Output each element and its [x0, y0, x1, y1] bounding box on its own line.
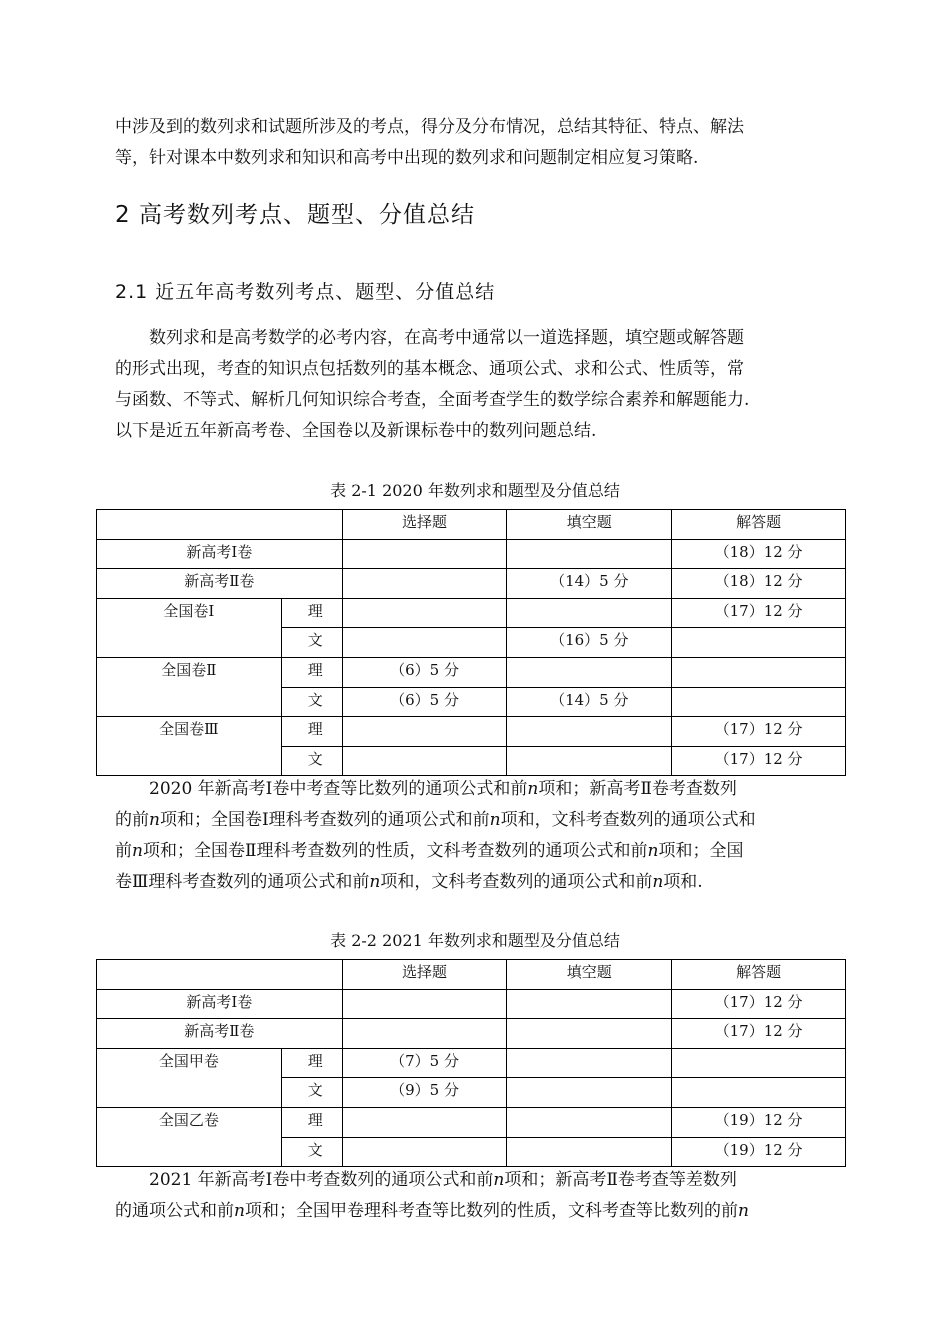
text-run: 前 [115, 841, 132, 861]
fill-cell [507, 539, 672, 569]
text-run: 项和，文科考查数列的通项公式和前 [380, 872, 653, 892]
math-var: n [132, 841, 143, 861]
text-line: 的形式出现，考查的知识点包括数列的基本概念、通项公式、求和公式、性质等，常 [115, 359, 744, 379]
subject-cell: 理 [281, 657, 342, 687]
fill-cell [507, 1078, 672, 1108]
answer-cell: （17）12 分 [672, 989, 846, 1019]
choice-cell [342, 569, 507, 599]
paper-cell: 全国卷Ⅲ [97, 717, 282, 776]
text-line: 与函数、不等式、解析几何知识综合考查，全面考查学生的数学综合素养和解题能力. [115, 390, 750, 410]
header-cell: 选择题 [342, 960, 507, 990]
answer-cell: （17）12 分 [672, 598, 846, 628]
paper-cell: 新高考Ⅱ卷 [97, 569, 343, 599]
choice-cell: （6）5 分 [342, 687, 507, 717]
table-row [97, 717, 846, 747]
body-paragraph-1 [115, 323, 837, 447]
fill-cell [507, 717, 672, 747]
header-cell: 填空题 [507, 510, 672, 540]
intro-paragraph [115, 112, 837, 174]
choice-cell [342, 1107, 507, 1137]
paper-cell: 新高考Ⅰ卷 [97, 539, 343, 569]
table-caption: 表 2-2 2021 年数列求和题型及分值总结 [330, 931, 620, 950]
paper-cell: 全国甲卷 [97, 1048, 282, 1107]
text-line: 等，针对课本中数列求和知识和高考中出现的数列求和问题制定相应复习策略. [115, 148, 699, 168]
header-cell [97, 510, 343, 540]
answer-cell: （17）12 分 [672, 746, 846, 776]
text-run: 2020 年新高考Ⅰ卷中考查等比数列的通项公式和前 [149, 779, 528, 799]
choice-cell: （7）5 分 [342, 1048, 507, 1078]
table-2021 [96, 959, 846, 1167]
table-caption: 表 2-1 2020 年数列求和题型及分值总结 [330, 481, 620, 500]
header-cell: 解答题 [672, 960, 846, 990]
math-var: n [737, 1201, 749, 1221]
fill-cell [507, 989, 672, 1019]
text-run: 项和. [663, 872, 703, 892]
subject-cell: 文 [281, 746, 342, 776]
answer-cell: （18）12 分 [672, 569, 846, 599]
paper-cell: 全国卷Ⅱ [97, 657, 282, 716]
text-run: 项和；全国 [658, 841, 744, 861]
fill-cell [507, 1048, 672, 1078]
table-row [97, 657, 846, 687]
paper-cell: 新高考Ⅰ卷 [97, 989, 343, 1019]
math-var: n [369, 872, 381, 892]
answer-cell [672, 687, 846, 717]
choice-cell [342, 989, 507, 1019]
fill-cell [507, 746, 672, 776]
fill-cell: （14）5 分 [507, 687, 672, 717]
math-var: n [493, 1170, 505, 1190]
text-run: 项和，文科考查数列的通项公式和 [500, 810, 756, 830]
math-var: n [489, 810, 501, 830]
answer-cell [672, 628, 846, 658]
text-line [115, 774, 837, 805]
choice-cell [342, 598, 507, 628]
subject-cell: 理 [281, 598, 342, 628]
text-line: 中涉及到的数列求和试题所涉及的考点，得分及分布情况，总结其特征、特点、解法 [115, 117, 744, 137]
header-cell: 填空题 [507, 960, 672, 990]
text-line [115, 1196, 837, 1227]
choice-cell: （9）5 分 [342, 1078, 507, 1108]
subject-cell: 文 [281, 1078, 342, 1108]
answer-cell: （17）12 分 [672, 717, 846, 747]
choice-cell [342, 1137, 507, 1167]
answer-cell: （19）12 分 [672, 1137, 846, 1167]
table-row [97, 1019, 846, 1049]
text-line [115, 1165, 837, 1196]
subsection-heading: 2.1 近五年高考数列考点、题型、分值总结 [115, 281, 496, 303]
subject-cell: 文 [281, 687, 342, 717]
table-row [97, 598, 846, 628]
paper-cell: 全国乙卷 [97, 1107, 282, 1166]
table-header-row [97, 510, 846, 540]
text-run: 2021 年新高考Ⅰ卷中考查数列的通项公式和前 [149, 1170, 494, 1190]
text-run: 的前 [115, 810, 149, 830]
choice-cell [342, 1019, 507, 1049]
math-var: n [234, 1201, 245, 1221]
body-paragraph-2 [115, 774, 837, 898]
math-var: n [527, 779, 539, 799]
paper-cell: 新高考Ⅱ卷 [97, 1019, 343, 1049]
math-var: n [647, 841, 659, 861]
text-line [115, 867, 837, 898]
subject-cell: 理 [281, 1048, 342, 1078]
table-row [97, 1048, 846, 1078]
fill-cell [507, 598, 672, 628]
choice-cell [342, 717, 507, 747]
fill-cell [507, 1107, 672, 1137]
paper-cell: 全国卷Ⅰ [97, 598, 282, 657]
table-row [97, 539, 846, 569]
subject-cell: 文 [281, 628, 342, 658]
choice-cell: （6）5 分 [342, 657, 507, 687]
answer-cell: （19）12 分 [672, 1107, 846, 1137]
table-header-row [97, 960, 846, 990]
choice-cell [342, 746, 507, 776]
fill-cell [507, 1019, 672, 1049]
text-run: 的通项公式和前 [115, 1201, 234, 1221]
math-var: n [652, 872, 664, 892]
subject-cell: 理 [281, 1107, 342, 1137]
choice-cell [342, 628, 507, 658]
fill-cell [507, 1137, 672, 1167]
header-cell: 选择题 [342, 510, 507, 540]
fill-cell: （16）5 分 [507, 628, 672, 658]
table-row [97, 989, 846, 1019]
text-run: 项和；全国甲卷理科考查等比数列的性质，文科考查等比数列的前 [244, 1201, 738, 1221]
table-row [97, 1107, 846, 1137]
text-run: 卷Ⅲ理科考查数列的通项公式和前 [115, 872, 370, 892]
fill-cell: （14）5 分 [507, 569, 672, 599]
choice-cell [342, 539, 507, 569]
text-line: 数列求和是高考数学的必考内容，在高考中通常以一道选择题，填空题或解答题 [149, 328, 744, 348]
section-heading: 2 高考数列考点、题型、分值总结 [115, 202, 475, 228]
answer-cell: （18）12 分 [672, 539, 846, 569]
answer-cell [672, 1048, 846, 1078]
text-line [115, 836, 837, 867]
text-run: 项和；全国卷Ⅰ理科考查数列的通项公式和前 [159, 810, 490, 830]
fill-cell [507, 657, 672, 687]
text-line [115, 805, 837, 836]
header-cell: 解答题 [672, 510, 846, 540]
text-run: 项和；新高考Ⅱ卷考查等差数列 [504, 1170, 737, 1190]
text-run: 项和；全国卷Ⅱ理科考查数列的性质，文科考查数列的通项公式和前 [142, 841, 648, 861]
text-line: 以下是近五年新高考卷、全国卷以及新课标卷中的数列问题总结. [115, 421, 597, 441]
math-var: n [149, 810, 160, 830]
text-run: 项和；新高考Ⅱ卷考查数列 [538, 779, 737, 799]
answer-cell: （17）12 分 [672, 1019, 846, 1049]
body-paragraph-3 [115, 1165, 837, 1227]
answer-cell [672, 657, 846, 687]
subject-cell: 理 [281, 717, 342, 747]
header-cell [97, 960, 343, 990]
answer-cell [672, 1078, 846, 1108]
table-row [97, 569, 846, 599]
table-2020 [96, 509, 846, 776]
subject-cell: 文 [281, 1137, 342, 1167]
